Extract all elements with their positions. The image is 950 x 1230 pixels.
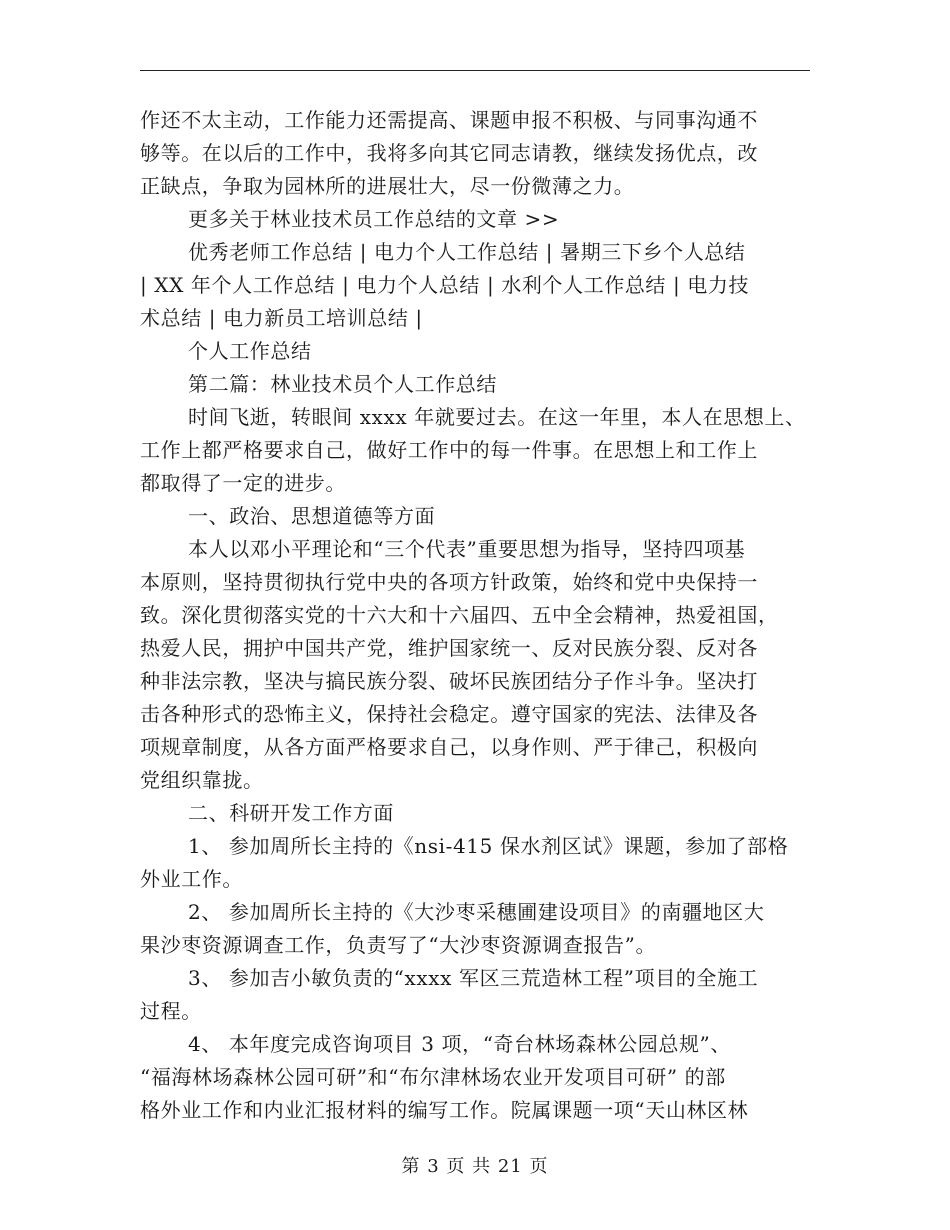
text-line: “福海林场森林公园可研”和“布尔津林场农业开发项目可研” 的部 [140,1065,726,1089]
page-footer: 第 3 页 共 21 页 [401,1156,549,1177]
text-line: 2、 参加周所长主持的《大沙枣采穗圃建设项目》的南疆地区大 [188,900,765,924]
text-line: | XX 年个人工作总结 | 电力个人总结 | 水利个人工作总结 | 电力技 [140,273,750,297]
text-line: 够等。在以后的工作中，我将多向其它同志请教，继续发扬优点，改 [140,141,758,165]
text-line: 过程。 [140,999,202,1023]
text-line: 时间飞逝，转眼间 xxxx 年就要过去。在这一年里，本人在思想上、 [188,405,806,429]
text-line: 热爱人民，拥护中国共产党，维护国家统一、反对民族分裂、反对各 [140,636,758,660]
text-line: 作还不太主动，工作能力还需提高、课题申报不积极、与同事沟通不 [140,108,758,132]
text-line: 都取得了一定的进步。 [140,471,346,495]
text-line: 本原则，坚持贯彻执行党中央的各项方针政策，始终和党中央保持一 [140,570,758,594]
text-line: 术总结 | 电力新员工培训总结 | [140,306,423,330]
text-line: 正缺点，争取为园林所的进展壮大，尽一份微薄之力。 [140,174,635,198]
text-line: 格外业工作和内业汇报材料的编写工作。院属课题一项“天山林区林 [140,1098,749,1122]
document-body [140,104,820,1127]
text-line: 种非法宗教，坚决与搞民族分裂、破坏民族团结分子作斗争。坚决打 [140,669,758,693]
header-rule [140,70,810,71]
text-line: 更多关于林业技术员工作总结的文章 >> [188,207,560,231]
text-line: 二、科研开发工作方面 [188,801,394,825]
text-line: 项规章制度，从各方面严格要求自己，以身作则、严于律己，积极向 [140,735,758,759]
text-line: 外业工作。 [140,867,243,891]
text-line: 致。深化贯彻落实党的十六大和十六届四、五中全会精神，热爱祖国， [140,603,779,627]
text-line: 1、 参加周所长主持的《nsi-415 保水剂区试》课题，参加了部格 [188,834,789,858]
text-line: 本人以邓小平理论和“三个代表”重要思想为指导，坚持四项基 [188,537,746,561]
text-line: 4、 本年度完成咨询项目 3 项，“奇台林场森林公园总规”、 [188,1032,731,1056]
text-line: 击各种形式的恐怖主义，保持社会稳定。遵守国家的宪法、法律及各 [140,702,758,726]
text-line: 工作上都严格要求自己，做好工作中的每一件事。在思想上和工作上 [140,438,758,462]
text-line: 个人工作总结 [188,339,312,363]
text-line: 一、政治、思想道德等方面 [188,504,436,528]
text-line: 第二篇：林业技术员个人工作总结 [188,372,497,396]
text-line: 党组织靠拢。 [140,768,264,792]
text-line: 果沙枣资源调查工作，负责写了“大沙枣资源调查报告”。 [140,933,657,957]
text-line: 3、 参加吉小敏负责的“xxxx 军区三荒造林工程”项目的全施工 [188,966,759,990]
text-line: 优秀老师工作总结 | 电力个人工作总结 | 暑期三下乡个人总结 [188,240,746,264]
